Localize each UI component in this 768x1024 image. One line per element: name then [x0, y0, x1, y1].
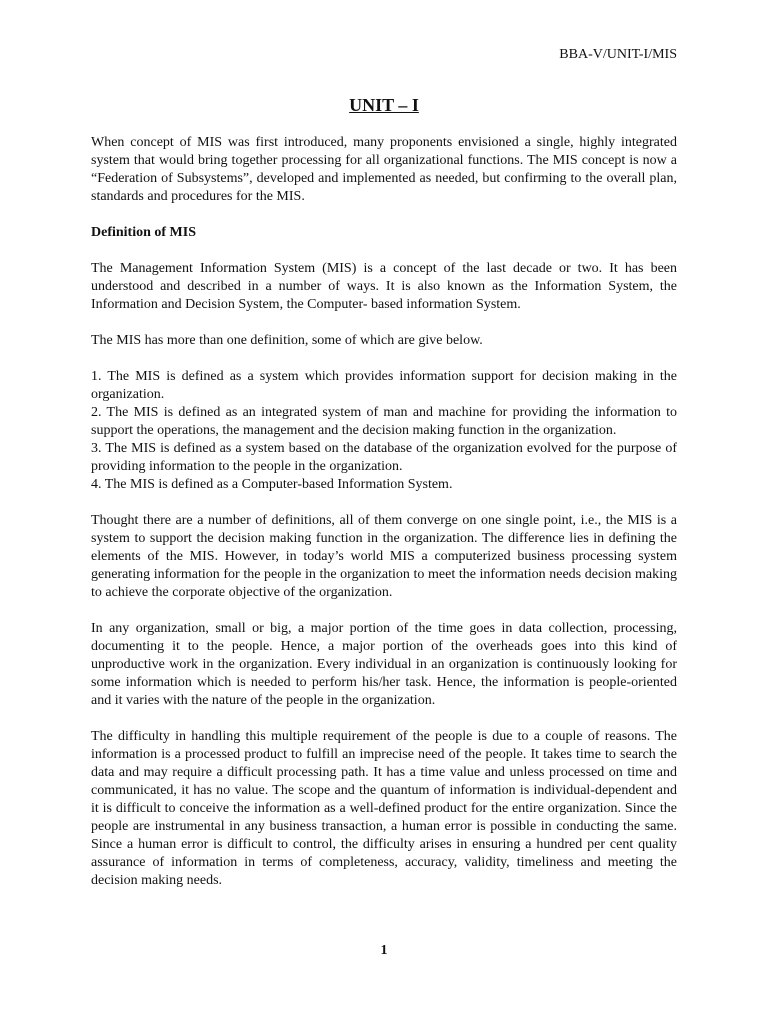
definition-item: 2. The MIS is defined as an integrated system of man and machine for providing the information to support the operations, the management and the decision making function in the organization. [91, 405, 677, 438]
definition-item: 4. The MIS is defined as a Computer-based Information System. [91, 477, 453, 492]
definitions-list [91, 368, 677, 494]
section-heading: Definition of MIS [91, 225, 196, 240]
page-number: 1 [380, 943, 388, 958]
running-header: BBA-V/UNIT-I/MIS [559, 47, 677, 62]
body-paragraph: In any organization, small or big, a major portion of the time goes in data collection, processing, documenting it to the people. Hence, a major portion of the overheads goes into this kind of unproductive work in the organization. Every individual in an organization is continuously looking for some information which is needed to perform his/her task. Hence, the information is people-oriented and it varies with the nature of the people in the organization. [91, 621, 677, 708]
body-content [91, 134, 677, 890]
body-paragraph: The difficulty in handling this multiple requirement of the people is due to a couple of reasons. The information is a processed product to fulfill an imprecise need of the people. It takes time to search the data and may require a difficult processing path. It has a time value and unless processed on time and communicated, it has no value. The scope and the quantum of information is individual-dependent and it is difficult to conceive the information as a well-defined product for the entire organization. Since the people are instrumental in any business transaction, a human error is possible in conducting the same. Since a human error is difficult to control, the difficulty arises in ensuring a hundred per cent quality assurance of information in terms of completeness, accuracy, validity, timeliness and meeting the decision making needs. [91, 729, 677, 888]
intro-paragraph: When concept of MIS was first introduced, many proponents envisioned a single, highly integrated system that would bring together processing for all organizational functions. The MIS concept is now a “Federation of Subsystems”, developed and implemented as needed, but confirming to the overall plan, standards and procedures for the MIS. [91, 135, 677, 204]
definition-item: 1. The MIS is defined as a system which provides information support for decision making in the organization. [91, 369, 677, 402]
page-title: UNIT – I [349, 95, 419, 115]
body-paragraph: Thought there are a number of definitions, all of them converge on one single point, i.e., the MIS is a system to support the decision making function in the organization. The difference lies in defining the elements of the MIS. However, in today’s world MIS a computerized business processing system generating information for the people in the organization to meet the information needs decision making to achieve the corporate objective of the organization. [91, 513, 677, 600]
definition-item: 3. The MIS is defined as a system based on the database of the organization evolved for the purpose of providing information to the people in the organization. [91, 441, 677, 474]
list-intro-paragraph: The MIS has more than one definition, some of which are give below. [91, 333, 483, 348]
definition-paragraph: The Management Information System (MIS) is a concept of the last decade or two. It has been understood and described in a number of ways. It is also known as the Information System, the Information and Decision System, the Computer- based information System. [91, 261, 677, 312]
